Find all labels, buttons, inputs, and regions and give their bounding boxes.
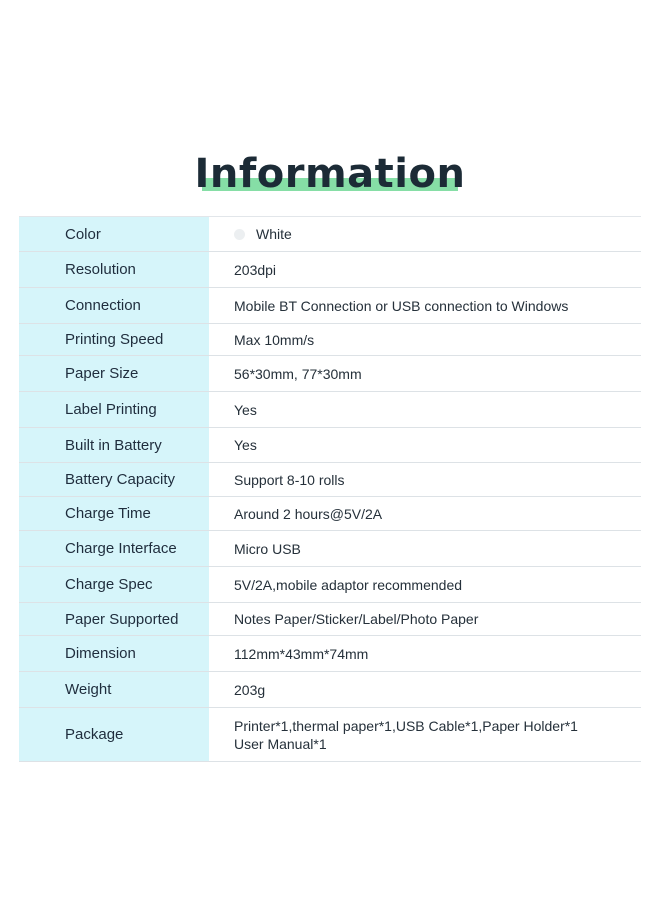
spec-value-label-printing: Yes (234, 401, 257, 418)
spec-row-charge-time (19, 497, 641, 531)
spec-row-built-in-battery (19, 428, 641, 463)
spec-label-dimension: Dimension (19, 636, 209, 671)
spec-row-weight (19, 672, 641, 708)
spec-value-built-in-battery: Yes (234, 437, 257, 453)
spec-label-weight: Weight (19, 672, 209, 707)
spec-value-charge-interface: Micro USB (234, 540, 301, 557)
spec-row-battery-capacity (19, 463, 641, 497)
page-title: Information (194, 151, 466, 197)
spec-value-paper-size: 56*30mm, 77*30mm (234, 365, 362, 382)
spec-row-printing-speed (19, 324, 641, 356)
spec-row-dimension (19, 636, 641, 672)
spec-label-charge-interface: Charge Interface (19, 531, 209, 566)
spec-value-package-line1: Printer*1,thermal paper*1,USB Cable*1,Paper Holder*1 (234, 717, 578, 734)
spec-value-resolution: 203dpi (234, 261, 277, 278)
spec-value-color: White (256, 226, 292, 242)
spec-label-resolution: Resolution (19, 252, 209, 287)
spec-table (19, 216, 641, 762)
spec-value-dimension: 112mm*43mm*74mm (234, 645, 369, 662)
spec-row-paper-size (19, 356, 641, 392)
spec-row-paper-supported (19, 603, 641, 636)
spec-value-battery-capacity: Support 8-10 rolls (234, 471, 345, 488)
spec-label-connection: Connection (19, 288, 209, 323)
spec-label-built-in-battery: Built in Battery (19, 428, 209, 462)
spec-row-connection (19, 288, 641, 324)
spec-value-color-cell (209, 217, 641, 251)
title-section (0, 150, 660, 200)
spec-row-resolution (19, 252, 641, 288)
color-swatch-icon (234, 229, 245, 240)
spec-label-paper-size: Paper Size (19, 356, 209, 391)
spec-row-color (19, 217, 641, 252)
spec-value-charge-spec: 5V/2A,mobile adaptor recommended (234, 576, 463, 593)
spec-value-connection: Mobile BT Connection or USB connection to Windows (234, 297, 569, 314)
spec-label-battery-capacity: Battery Capacity (19, 463, 209, 496)
spec-row-package (19, 708, 641, 762)
spec-value-paper-supported: Notes Paper/Sticker/Label/Photo Paper (234, 611, 479, 627)
spec-value-charge-time: Around 2 hours@5V/2A (234, 505, 383, 522)
spec-label-charge-spec: Charge Spec (19, 567, 209, 602)
spec-label-printing-speed: Printing Speed (19, 324, 209, 355)
spec-label-label-printing: Label Printing (19, 392, 209, 427)
spec-row-charge-interface (19, 531, 641, 567)
spec-label-color: Color (19, 217, 209, 251)
spec-label-package: Package (19, 708, 209, 761)
spec-value-printing-speed: Max 10mm/s (234, 331, 315, 348)
spec-value-package-line2: User Manual*1 (234, 735, 327, 752)
spec-value-weight: 203g (234, 681, 266, 698)
spec-row-charge-spec (19, 567, 641, 603)
spec-label-charge-time: Charge Time (19, 497, 209, 530)
spec-label-paper-supported: Paper Supported (19, 603, 209, 635)
spec-row-label-printing (19, 392, 641, 428)
spec-value-package-cell (209, 708, 641, 761)
